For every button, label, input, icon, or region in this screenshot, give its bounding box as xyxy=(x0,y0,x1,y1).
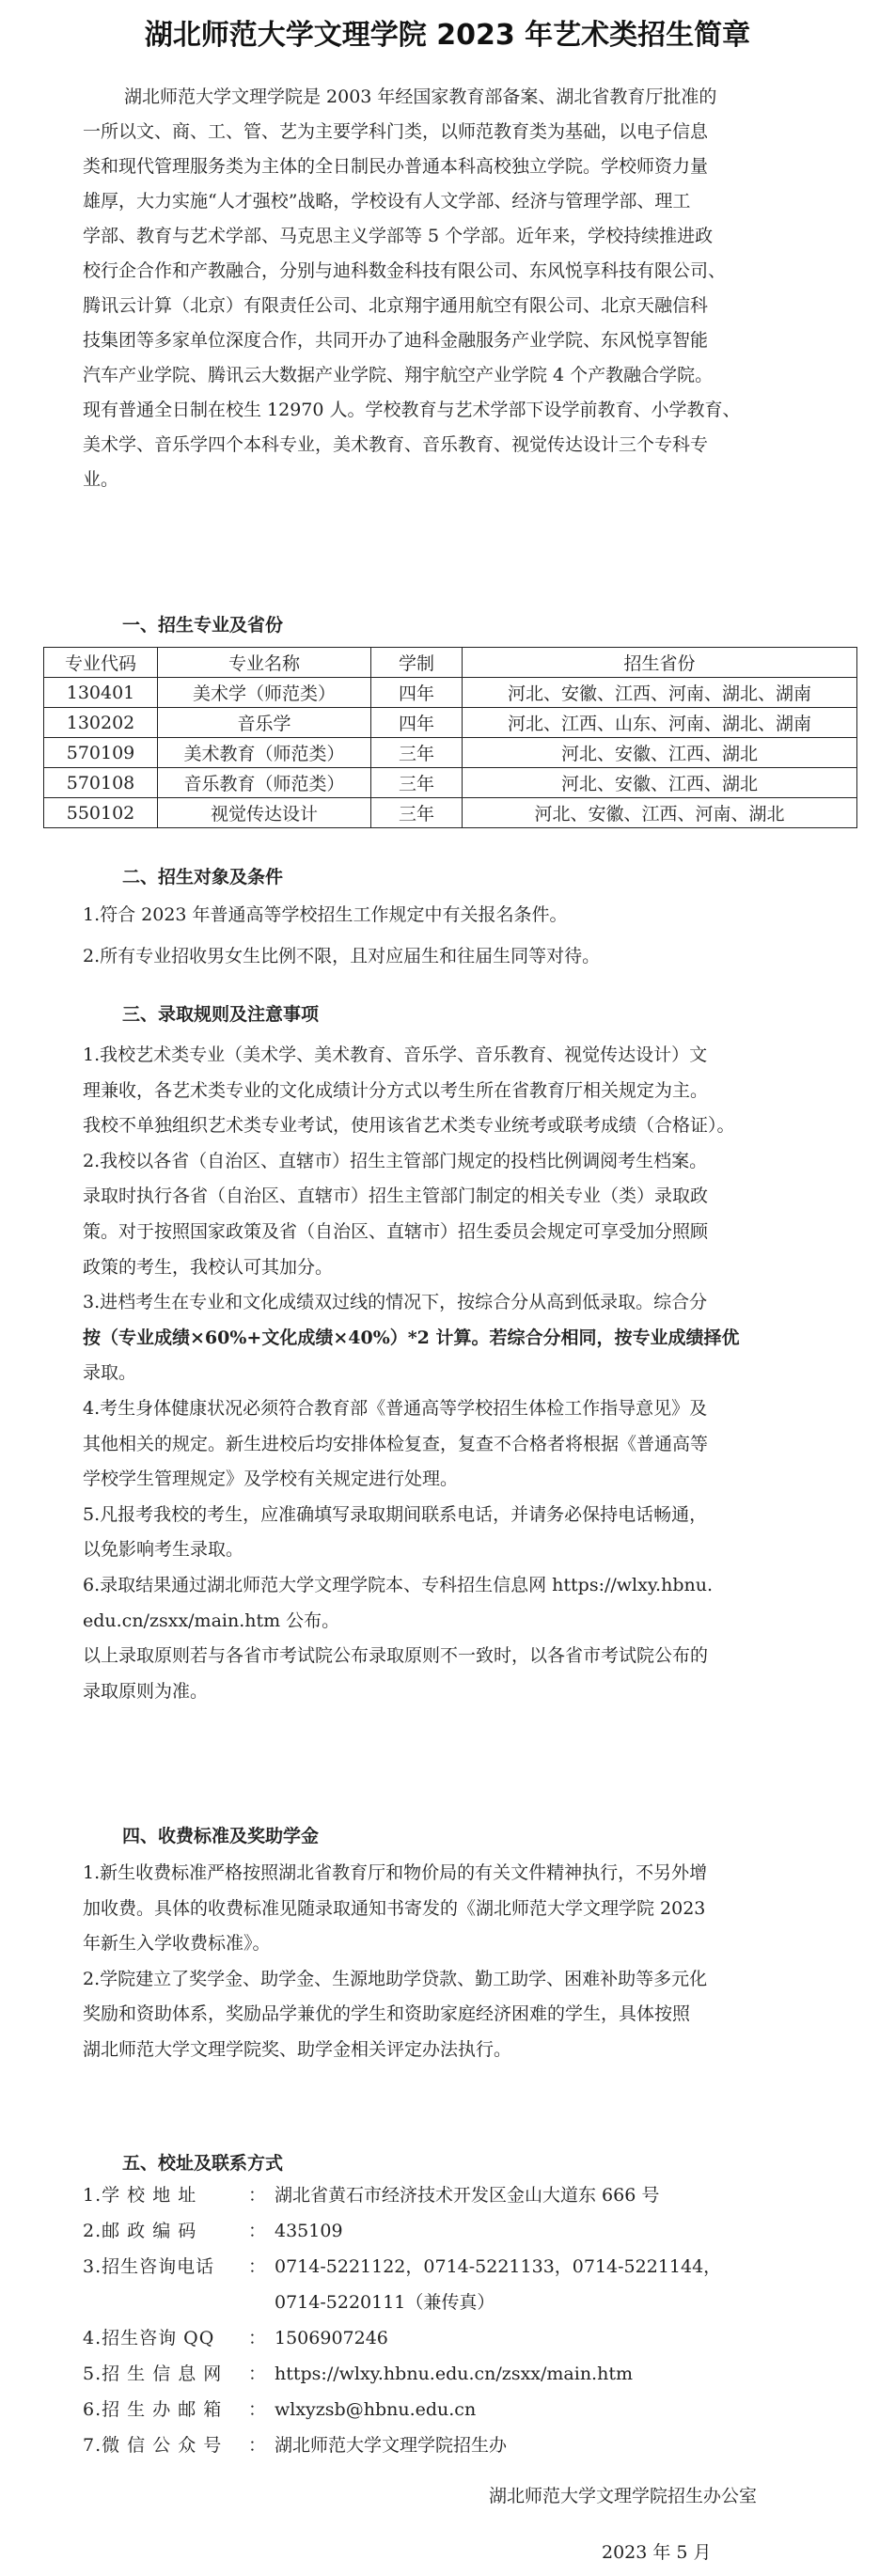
intro-line: 校行企合作和产教融合，分别与迪科数金科技有限公司、东风悦享科技有限公司、 xyxy=(83,260,727,281)
contact-row xyxy=(83,2397,476,2422)
contact-label: 1.学 校 地 址 xyxy=(83,2185,197,2206)
s4-line: 1.新生收费标准严格按照湖北省教育厅和物价局的有关文件精神执行，不另外增 xyxy=(83,1862,708,1883)
s3-line: edu.cn/zsxx/main.htm 公布。 xyxy=(83,1610,340,1631)
table-row xyxy=(44,678,857,708)
contact-colon: ： xyxy=(248,2221,267,2241)
cell-provinces: 河北、安徽、江西、河南、湖北、湖南 xyxy=(463,678,857,708)
s3-line: 3.进档考生在专业和文化成绩双过线的情况下，按综合分从高到低录取。综合分 xyxy=(83,1292,708,1313)
contact-colon: ： xyxy=(248,2364,267,2384)
col-header: 招生省份 xyxy=(463,648,857,678)
col-header: 专业代码 xyxy=(44,648,158,678)
contact-label: 2.邮 政 编 码 xyxy=(83,2221,197,2241)
s3-line: 按（专业成绩×60%+文化成绩×40%）*2 计算。若综合分相同，按专业成绩择优 xyxy=(83,1327,740,1348)
intro-line: 技集团等多家单位深度合作，共同开办了迪科金融服务产业学院、东风悦享智能 xyxy=(83,330,709,351)
s3-line: 以免影响考生录取。 xyxy=(83,1539,244,1561)
section-heading: 二、招生对象及条件 xyxy=(122,867,284,887)
page-title: 湖北师范大学文理学院 2023 年艺术类招生简章 xyxy=(144,19,751,52)
section-heading: 一、招生专业及省份 xyxy=(122,615,284,636)
contact-row xyxy=(83,2362,633,2386)
s4-line: 2.学院建立了奖学金、助学金、生源地助学贷款、勤工助学、困难补助等多元化 xyxy=(83,1968,708,1989)
cell-provinces: 河北、安徽、江西、河南、湖北 xyxy=(463,798,857,828)
contact-value: 0714-5220111（兼传真） xyxy=(275,2292,495,2313)
signoff-date: 2023 年 5 月 xyxy=(602,2542,712,2563)
s3-line: 5.凡报考我校的考生，应准确填写录取期间联系电话，并请务必保持电话畅通， xyxy=(83,1503,708,1525)
s3-line: 以上录取原则若与各省市考试院公布录取原则不一致时，以各省市考试院公布的 xyxy=(83,1645,709,1667)
intro-line: 一所以文、商、工、管、艺为主要学科门类，以师范教育类为基础，以电子信息 xyxy=(83,121,709,142)
contact-label: 4.招生咨询 QQ xyxy=(83,2328,215,2348)
cell-duration: 三年 xyxy=(371,738,463,768)
cell-duration: 三年 xyxy=(371,798,463,828)
cell-code: 570108 xyxy=(44,768,158,798)
intro-line: 美术学、音乐学四个本科专业，美术教育、音乐教育、视觉传达设计三个专科专 xyxy=(83,434,709,455)
s2-line: 2.所有专业招收男女生比例不限，且对应届生和往届生同等对待。 xyxy=(83,946,601,966)
intro-line: 类和现代管理服务类为主体的全日制民办普通本科高校独立学院。学校师资力量 xyxy=(83,156,709,177)
table-header-row xyxy=(44,648,857,678)
intro-line: 雄厚，大力实施“人才强校”战略，学校设有人文学部、经济与管理学部、理工 xyxy=(83,191,691,212)
contact-value: 435109 xyxy=(275,2221,343,2241)
contact-label: 7.微 信 公 众 号 xyxy=(83,2435,223,2456)
col-header: 学制 xyxy=(371,648,463,678)
s3-line: 理兼收，各艺术类专业的文化成绩计分方式以考生所在省教育厅相关规定为主。 xyxy=(83,1079,709,1101)
contact-colon: ： xyxy=(248,2256,267,2277)
intro-line: 业。 xyxy=(83,469,119,490)
contact-colon: ： xyxy=(248,2328,267,2348)
contact-row xyxy=(83,2433,507,2458)
contact-colon: ： xyxy=(248,2435,267,2456)
s4-line: 加收费。具体的收费标准见随录取通知书寄发的《湖北师范大学文理学院 2023 xyxy=(83,1897,706,1919)
contact-value: 湖北省黄石市经济技术开发区金山大道东 666 号 xyxy=(275,2185,660,2206)
s3-line: 录取。 xyxy=(83,1362,137,1384)
cell-provinces: 河北、安徽、江西、湖北 xyxy=(463,768,857,798)
section-heading: 三、录取规则及注意事项 xyxy=(122,1004,320,1025)
cell-code: 130202 xyxy=(44,708,158,738)
col-header: 专业名称 xyxy=(158,648,371,678)
cell-provinces: 河北、江西、山东、河南、湖北、湖南 xyxy=(463,708,857,738)
s3-line: 其他相关的规定。新生进校后均安排体检复查，复查不合格者将根据《普通高等 xyxy=(83,1433,709,1454)
contact-value: 0714-5221122，0714-5221133，0714-5221144， xyxy=(275,2256,722,2277)
s4-line: 湖北师范大学文理学院奖、助学金相关评定办法执行。 xyxy=(83,2038,512,2060)
cell-code: 550102 xyxy=(44,798,158,828)
table-row xyxy=(44,768,857,798)
s3-line: 1.我校艺术类专业（美术学、美术教育、音乐学、音乐教育、视觉传达设计）文 xyxy=(83,1045,708,1065)
contact-label: 5.招 生 信 息 网 xyxy=(83,2364,223,2384)
table-row xyxy=(44,708,857,738)
contact-row xyxy=(83,2183,659,2207)
s3-line: 4.考生身体健康状况必须符合教育部《普通高等学校招生体检工作指导意见》及 xyxy=(83,1397,708,1419)
table-row xyxy=(44,738,857,768)
website-link[interactable]: https://wlxy.hbnu.edu.cn/zsxx/main.htm xyxy=(275,2364,633,2384)
contact-row xyxy=(83,2219,343,2243)
cell-code: 130401 xyxy=(44,678,158,708)
s4-body xyxy=(83,1856,707,2068)
email-link[interactable]: wlxyzsb@hbnu.edu.cn xyxy=(275,2399,477,2420)
cell-name: 音乐学 xyxy=(158,708,371,738)
cell-duration: 四年 xyxy=(371,678,463,708)
contact-colon: ： xyxy=(248,2399,267,2420)
s3-line: 学校学生管理规定》及学校有关规定进行处理。 xyxy=(83,1469,459,1490)
table-row xyxy=(44,798,857,828)
cell-provinces: 河北、安徽、江西、湖北 xyxy=(463,738,857,768)
s4-line: 年新生入学收费标准》。 xyxy=(83,1933,271,1955)
majors-table xyxy=(43,647,857,828)
section-heading: 四、收费标准及奖助学金 xyxy=(122,1826,320,1846)
s3-line: 我校不单独组织艺术类专业考试，使用该省艺术类专业统考或联考成绩（合格证）。 xyxy=(83,1115,735,1137)
cell-duration: 三年 xyxy=(371,768,463,798)
contact-row xyxy=(83,2290,495,2315)
s3-line: 2.我校以各省（自治区、直辖市）招生主管部门规定的投档比例调阅考生档案。 xyxy=(83,1150,708,1171)
contact-value: 1506907246 xyxy=(275,2328,388,2348)
contact-colon: ： xyxy=(248,2185,267,2206)
contact-row xyxy=(83,2254,721,2279)
intro-line: 湖北师范大学文理学院是 2003 年经国家教育部备案、湖北省教育厅批准的 xyxy=(124,86,717,107)
contact-label xyxy=(83,2290,248,2315)
intro-line: 腾讯云计算（北京）有限责任公司、北京翔宇通用航空有限公司、北京天融信科 xyxy=(83,295,709,316)
contact-colon xyxy=(248,2290,275,2315)
cell-code: 570109 xyxy=(44,738,158,768)
s2-line: 1.符合 2023 年普通高等学校招生工作规定中有关报名条件。 xyxy=(83,904,568,925)
intro-line: 汽车产业学院、腾讯云大数据产业学院、翔宇航空产业学院 4 个产教融合学院。 xyxy=(83,365,714,385)
s3-line: 录取时执行各省（自治区、直辖市）招生主管部门制定的相关专业（类）录取政 xyxy=(83,1186,709,1207)
intro-line: 现有普通全日制在校生 12970 人。学校教育与艺术学部下设学前教育、小学教育、 xyxy=(83,400,741,420)
s3-line: 政策的考生，我校认可其加分。 xyxy=(83,1256,334,1278)
contact-row xyxy=(83,2326,388,2350)
section-heading: 五、校址及联系方式 xyxy=(122,2153,284,2174)
s3-body xyxy=(83,1038,740,1709)
contact-label: 6.招 生 办 邮 箱 xyxy=(83,2399,223,2420)
cell-name: 音乐教育（师范类） xyxy=(158,768,371,798)
s3-line: 6.录取结果通过湖北师范大学文理学院本、专科招生信息网 https://wlxy.hbnu. xyxy=(83,1574,714,1595)
intro-line: 学部、教育与艺术学部、马克思主义学部等 5 个学部。近年来，学校持续推进政 xyxy=(83,226,714,246)
s3-line: 录取原则为准。 xyxy=(83,1680,209,1702)
s4-line: 奖励和资助体系，奖励品学兼优的学生和资助家庭经济困难的学生，具体按照 xyxy=(83,2003,691,2025)
cell-duration: 四年 xyxy=(371,708,463,738)
cell-name: 美术学（师范类） xyxy=(158,678,371,708)
signoff-office: 湖北师范大学文理学院招生办公室 xyxy=(489,2486,758,2506)
cell-name: 视觉传达设计 xyxy=(158,798,371,828)
s3-line: 策。对于按照国家政策及省（自治区、直辖市）招生委员会规定可享受加分照顾 xyxy=(83,1220,709,1242)
contact-label: 3.招生咨询电话 xyxy=(83,2256,215,2277)
cell-name: 美术教育（师范类） xyxy=(158,738,371,768)
contact-value: 湖北师范大学文理学院招生办 xyxy=(275,2435,508,2456)
